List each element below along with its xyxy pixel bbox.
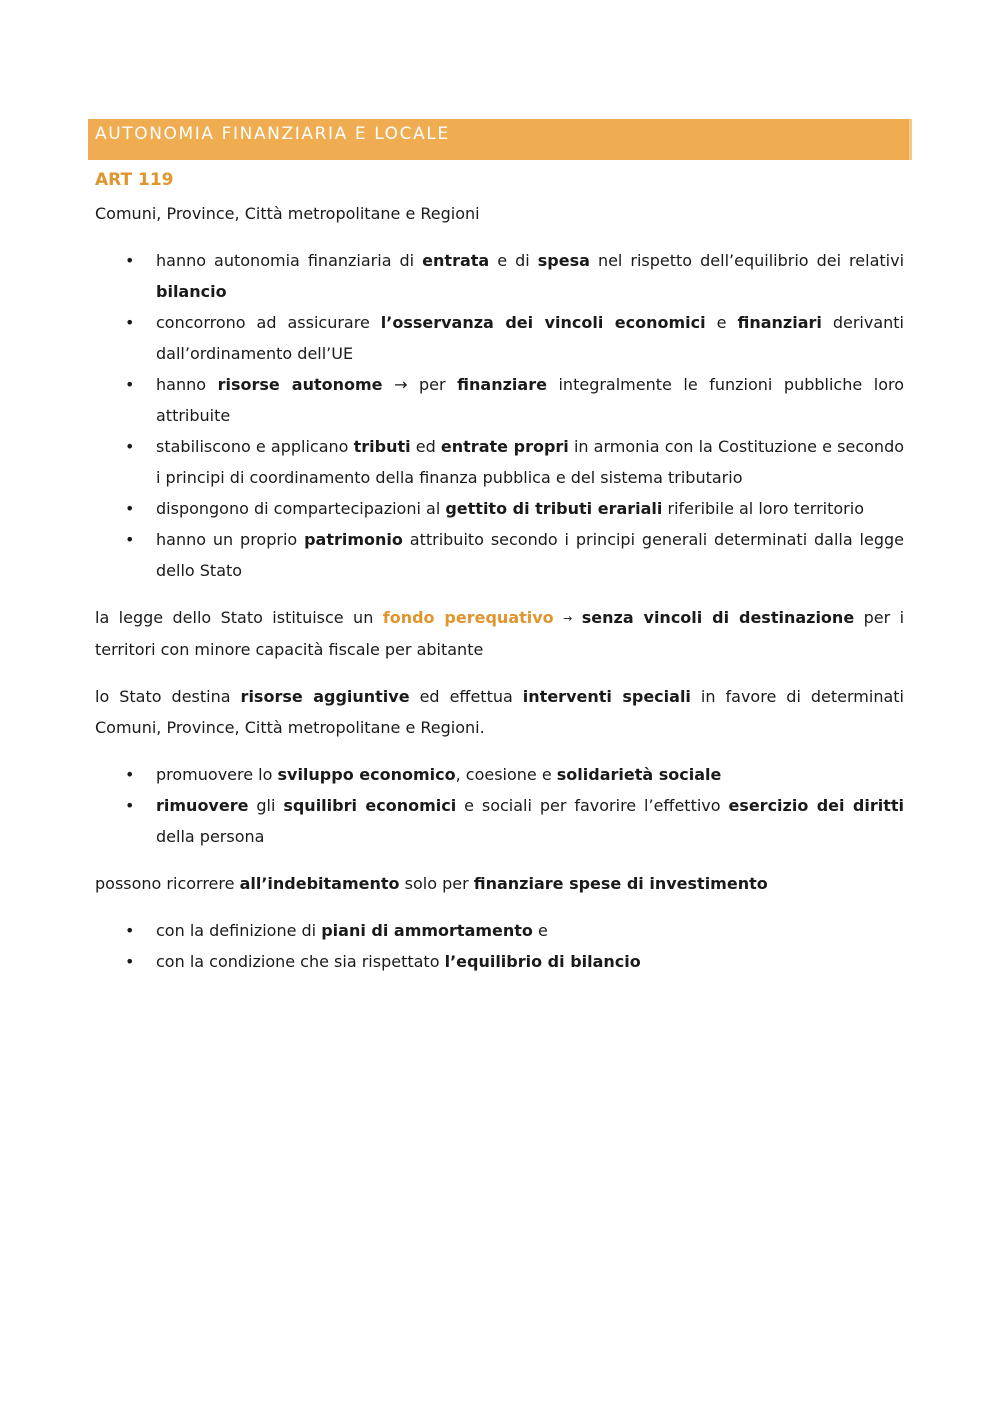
list-item: • promuovere lo sviluppo economico, coesione e solidarietà sociale <box>95 759 904 790</box>
section-banner <box>88 119 912 160</box>
list-item: • hanno un proprio patrimonio attribuito secondo i principi generali determinati dalla legge dello Stato <box>95 524 904 586</box>
fondo-paragraph: la legge dello Stato istituisce un fondo perequativo → senza vincoli di destinazione per i territori con minore capacità fiscale per abitante <box>95 608 905 659</box>
fondo-highlight: fondo perequativo <box>382 608 554 627</box>
list-item: • dispongono di compartecipazioni al gettito di tributi erariali riferibile al loro territorio <box>95 493 904 524</box>
arrow-icon: → <box>563 612 573 625</box>
list-item: • concorrono ad assicurare l’osservanza dei vincoli economici e finanziari derivanti dall’ordinamento dell’UE <box>95 307 904 369</box>
list-item: • hanno risorse autonome → per finanziare integralmente le funzioni pubbliche loro attribuite <box>95 369 904 431</box>
document-body <box>95 168 904 993</box>
article-heading: ART 119 <box>95 170 174 190</box>
list-item: • con la condizione che sia rispettato l’equilibrio di bilancio <box>95 946 904 977</box>
list-item: • con la definizione di piani di ammortamento e <box>95 915 904 946</box>
intro-paragraph: Comuni, Province, Città metropolitane e Regioni <box>95 204 480 223</box>
list-item: • hanno autonomia finanziaria di entrata e di spesa nel rispetto dell’equilibrio dei relativi bilancio <box>95 245 904 307</box>
list-item: • rimuovere gli squilibri economici e sociali per favorire l’effettivo esercizio dei diritti della persona <box>95 790 904 852</box>
stato-paragraph: lo Stato destina risorse aggiuntive ed effettua interventi speciali in favore di determinati Comuni, Province, Città metropolitane e Regioni. <box>95 687 904 737</box>
bullet-list-conditions <box>95 915 904 977</box>
indebitamento-paragraph: possono ricorrere all’indebitamento solo per finanziare spese di investimento <box>95 874 768 893</box>
section-title: AUTONOMIA FINANZIARIA E LOCALE <box>95 124 450 144</box>
bullet-list-autonomy <box>95 245 904 586</box>
list-item: • stabiliscono e applicano tributi ed entrate propri in armonia con la Costituzione e secondo i principi di coordinamento della finanza pubblica e del sistema tributario <box>95 431 904 493</box>
bullet-list-purpose <box>95 759 904 852</box>
